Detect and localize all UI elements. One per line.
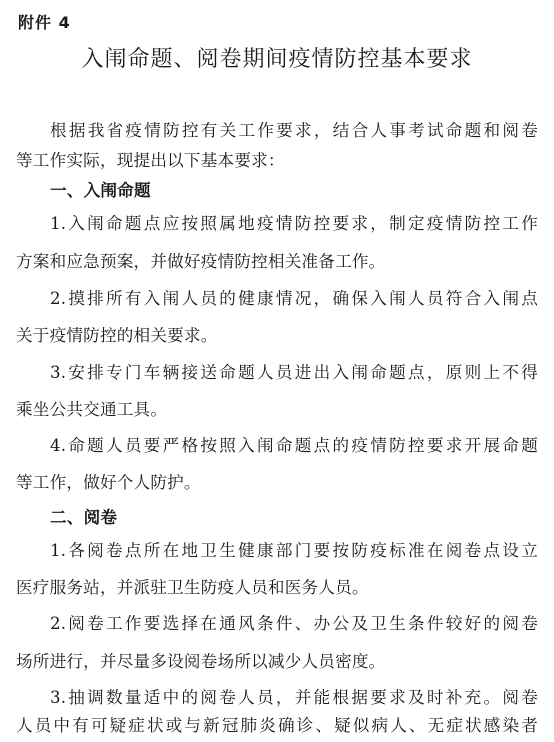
- section-2-item-2-line-1: 2.阅卷工作要选择在通风条件、办公及卫生条件较好的阅卷: [50, 614, 538, 633]
- section-1-item-3-line-2: 乘坐公共交通工具。: [16, 400, 168, 419]
- section-1-item-3-line-1: 3.安排专门车辆接送命题人员进出入闱命题点，原则上不得: [50, 363, 538, 382]
- section-2-item-1-line-2: 医疗服务站，并派驻卫生防疫人员和医务人员。: [16, 578, 369, 597]
- intro-line-2: 等工作实际，现提出以下基本要求：: [16, 151, 285, 170]
- section-1-item-1-line-1: 1.入闱命题点应按照属地疫情防控要求，制定疫情防控工作: [50, 214, 538, 233]
- section-2-heading: 二、阅卷: [50, 508, 118, 527]
- section-1-item-1-line-2: 方案和应急预案，并做好疫情防控相关准备工作。: [16, 252, 386, 271]
- document-title: 入闱命题、阅卷期间疫情防控基本要求: [81, 47, 473, 72]
- attachment-label: 附件 4: [18, 13, 71, 32]
- section-2-item-3-line-1: 3.抽调数量适中的阅卷人员，并能根据要求及时补充。阅卷: [50, 688, 538, 707]
- section-1-item-2-line-2: 关于疫情防控的相关要求。: [16, 326, 218, 345]
- intro-line-1: 根据我省疫情防控有关工作要求，结合人事考试命题和阅卷: [50, 121, 538, 140]
- section-2-item-3-line-2: 人员中有可疑症状或与新冠肺炎确诊、疑似病人、无症状感染者: [16, 716, 538, 735]
- section-2-item-1-line-1: 1.各阅卷点所在地卫生健康部门要按防疫标准在阅卷点设立: [50, 541, 538, 560]
- section-1-item-2-line-1: 2.摸排所有入闱人员的健康情况，确保入闱人员符合入闱点: [50, 289, 538, 308]
- section-2-item-2-line-2: 场所进行，并尽量多设阅卷场所以减少人员密度。: [16, 652, 386, 671]
- section-1-item-4-line-2: 等工作，做好个人防护。: [16, 473, 201, 492]
- section-1-heading: 一、入闱命题: [50, 181, 151, 200]
- section-1-item-4-line-1: 4.命题人员要严格按照入闱命题点的疫情防控要求开展命题: [50, 436, 538, 455]
